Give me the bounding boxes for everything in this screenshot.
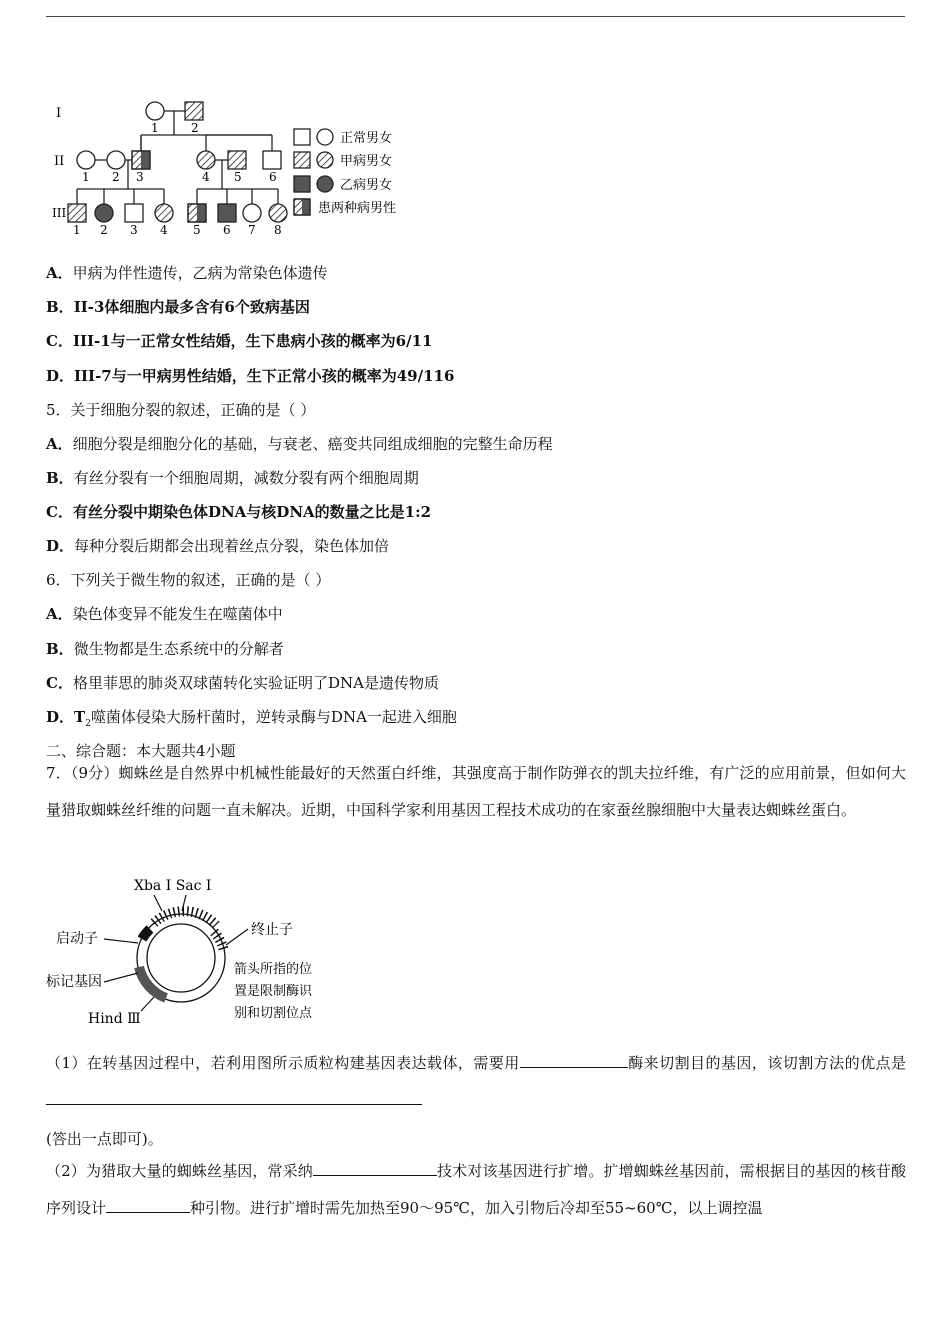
svg-text:6: 6	[223, 223, 231, 237]
q5-stem: 5．关于细胞分裂的叙述，正确的是（ ）	[46, 401, 316, 419]
legend-both: 患两种病男性	[318, 201, 397, 216]
q4-option-b: B．II-3体细胞内最多含有6个致病基因	[46, 298, 310, 316]
blank-advantage[interactable]	[46, 1089, 422, 1105]
svg-text:1: 1	[73, 223, 81, 237]
gen3-male-6-disease-b	[218, 204, 236, 222]
blank-enzyme[interactable]	[520, 1052, 628, 1068]
svg-text:3: 3	[136, 170, 144, 184]
promoter-label: 启动子	[56, 931, 98, 947]
note-line-2: 置是限制酶识	[234, 984, 313, 999]
q6-option-c: C．格里菲思的肺炎双球菌转化实验证明了DNA是遗传物质	[46, 674, 439, 692]
q4-option-c: C．III-1与一正常女性结婚，生下患病小孩的概率为6/11	[46, 332, 433, 350]
q5-option-b: B．有丝分裂有一个细胞周期，减数分裂有两个细胞周期	[46, 469, 419, 487]
svg-text:2: 2	[100, 223, 108, 237]
svg-text:6: 6	[269, 170, 277, 184]
legend-b-male	[294, 176, 310, 192]
legend-disease-b: 乙病男女	[340, 178, 393, 193]
gen3-male-1-disease-a	[68, 204, 86, 222]
q5-option-c: C．有丝分裂中期染色体DNA与核DNA的数量之比是1:2	[46, 503, 432, 521]
svg-text:1: 1	[151, 121, 159, 135]
header-rule	[46, 16, 905, 17]
gen2-female-4-disease-a	[197, 151, 215, 169]
gen2-male-5-disease-a	[228, 151, 246, 169]
gen2-female-2	[107, 151, 125, 169]
blank-technique[interactable]	[313, 1160, 437, 1176]
svg-text:8: 8	[274, 223, 282, 237]
legend-a-female	[317, 152, 333, 168]
legend-normal-female	[317, 129, 333, 145]
svg-text:4: 4	[160, 223, 168, 237]
svg-text:5: 5	[193, 223, 201, 237]
gen1-female-1	[146, 102, 164, 120]
gen3-female-2-disease-b	[95, 204, 113, 222]
plasmid-diagram	[46, 873, 346, 1033]
q6-option-b: B．微生物都是生态系统中的分解者	[46, 640, 284, 658]
section-heading: 二、综合题：本大题共4小题	[46, 742, 236, 760]
legend-normal-male	[294, 129, 310, 145]
svg-text:2: 2	[191, 121, 199, 135]
terminator-label: 终止子	[251, 922, 293, 938]
gen3-female-8-disease-a	[269, 204, 287, 222]
gen-label-1: I	[56, 106, 62, 121]
q4-option-a: A．甲病为伴性遗传，乙病为常染色体遗传	[46, 264, 328, 282]
blank-primer-count[interactable]	[106, 1197, 190, 1213]
q7-part2: （2）为猎取大量的蜘蛛丝基因，常采纳 技术对该基因进行扩增。扩增蜘蛛丝基因前，需根据目的基因的核苷酸序列设计 种引物。进行扩增时需先加热至90～95℃，加入引物后冷却至55~60℃，以上调控温	[46, 1162, 906, 1217]
marker-gene-label: 标记基因	[46, 974, 102, 990]
q5-option-a: A．细胞分裂是细胞分化的基础，与衰老、癌变共同组成细胞的完整生命历程	[46, 435, 553, 453]
svg-text:4: 4	[202, 170, 210, 184]
legend-b-female	[317, 176, 333, 192]
svg-text:2: 2	[112, 170, 120, 184]
gen-label-2: II	[54, 154, 65, 169]
legend-a-male	[294, 152, 310, 168]
q6-stem: 6．下列关于微生物的叙述，正确的是（ ）	[46, 571, 331, 589]
svg-text:3: 3	[130, 223, 138, 237]
gen2-male-3-both-diseases	[132, 151, 150, 169]
legend-normal: 正常男女	[340, 131, 393, 146]
legend-both-male	[294, 199, 310, 215]
pedigree-chart	[46, 95, 446, 240]
gen3-male-5-both-diseases	[188, 204, 206, 222]
q4-option-d: D．III-7与一甲病男性结婚，生下正常小孩的概率为49/116	[46, 367, 455, 385]
hind-label: Hind Ⅲ	[88, 1011, 141, 1027]
svg-text:5: 5	[234, 170, 242, 184]
q7-part1-note: (答出一点即可)。	[46, 1130, 163, 1148]
q7-intro: 7．（9分）蜘蛛丝是自然界中机械性能最好的天然蛋白纤维，其强度高于制作防弹衣的凯夫拉纤维，有广泛的应用前景，但如何大量猎取蜘蛛丝纤维的问题一直未解决。近期，中国科学家利用基因工程技术成功的在家蚕丝腺细胞中大量表达蜘蛛丝蛋白。	[46, 764, 906, 819]
note-line-3: 别和切割位点	[234, 1006, 313, 1021]
note-line-1: 箭头所指的位	[234, 962, 313, 977]
gen2-female-1	[77, 151, 95, 169]
q6-option-a: A．染色体变异不能发生在噬菌体中	[46, 605, 283, 623]
gen3-female-4-disease-a	[155, 204, 173, 222]
gen1-male-2-disease-a	[185, 102, 203, 120]
legend-disease-a: 甲病男女	[340, 154, 393, 169]
gen3-male-3	[125, 204, 143, 222]
q5-option-d: D．每种分裂后期都会出现着丝点分裂，染色体加倍	[46, 537, 390, 555]
svg-text:1: 1	[82, 170, 90, 184]
svg-text:7: 7	[248, 223, 256, 237]
q6-option-d: D．$T_2$噬菌体侵染大肠杆菌时，逆转录酶与DNA一起进入细胞	[46, 708, 457, 729]
gen2-male-6	[263, 151, 281, 169]
gen3-female-7	[243, 204, 261, 222]
q7-part1: （1）在转基因过程中，若利用图所示质粒构建基因表达载体，需要用 酶来切割目的基因，该切割方法的优点是	[46, 1045, 906, 1119]
restriction-sites-label: Xba I Sac I	[134, 878, 212, 894]
gen-label-3: III	[52, 206, 67, 220]
